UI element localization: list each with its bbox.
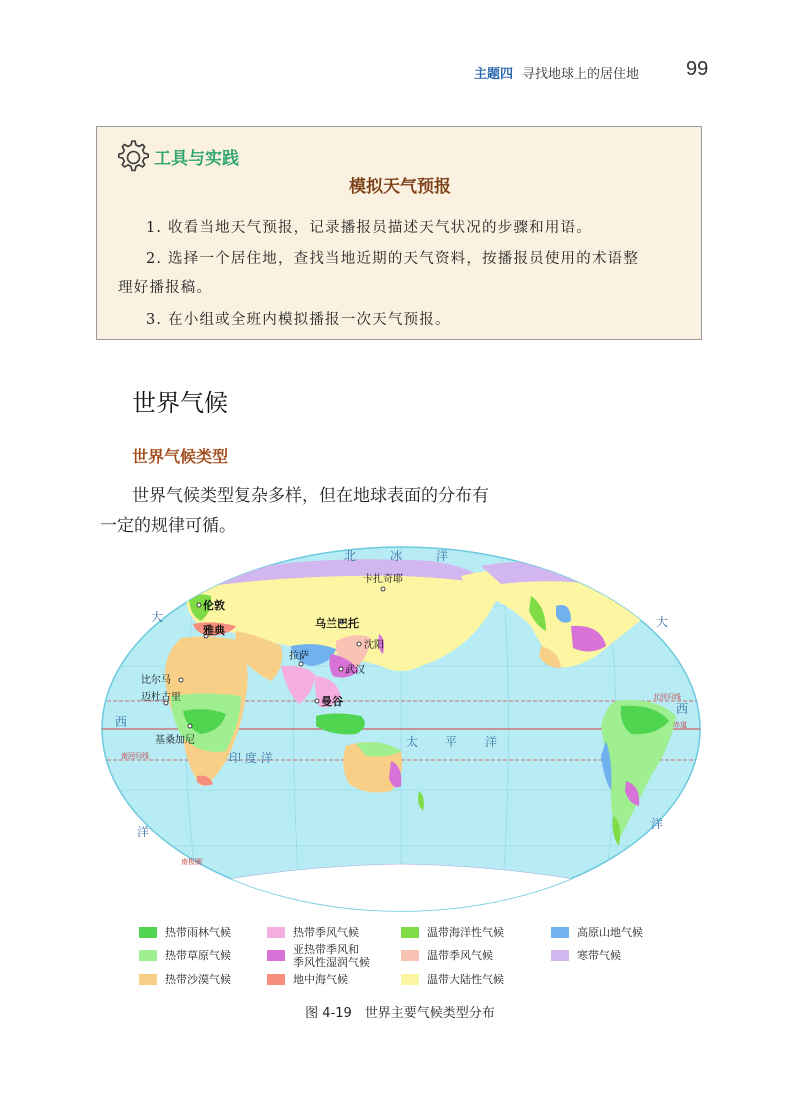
ocean-label-pacific-3: 洋 [485,735,498,749]
ocean-label-arctic-2: 冰 [390,549,403,563]
ocean-label-pacific-1: 太 [406,735,419,749]
legend-swatch-1 [267,927,285,938]
ocean-label-atlantic-e-3: 洋 [651,817,664,831]
activity-title: 模拟天气预报 [349,177,451,197]
tropic-cancer-label: 北回归线 [653,693,681,701]
city-bangkok: 曼谷 [321,695,343,708]
legend-label-3: 高原山地气候 [577,926,643,939]
ocean-label-atlantic-w-2: 西 [115,715,128,729]
activity-step-3: 3. 在小组或全班内模拟播报一次天气预报。 [146,312,451,328]
legend-label-5b: 季风性湿润气候 [293,956,370,969]
paragraph-line-1: 世界气候类型复杂多样，但在地球表面的分布有 [132,486,489,506]
legend-swatch-10 [401,974,419,985]
ocean-label-atlantic-w-1: 大 [151,610,164,624]
legend-swatch-6 [401,950,419,961]
city-kazakh: 卡扎奇耶 [363,574,403,585]
ocean-label-atlantic-e-2: 西 [676,702,689,716]
equator-label: 赤道 [673,721,687,729]
city-wuhan: 武汉 [345,665,365,676]
legend-label-5: 亚热带季风和 [293,943,359,956]
ocean-label-atlantic-e-1: 大 [656,615,669,629]
ocean-label-arctic-3: 洋 [436,549,449,563]
city-ulaanbaatar: 乌兰巴托 [315,617,359,630]
legend-label-8: 热带沙漠气候 [165,973,231,986]
legend-label-6: 温带季风气候 [427,949,493,962]
page-number: 99 [686,58,709,80]
legend-swatch-7 [551,950,569,961]
activity-step-2: 2. 选择一个居住地，查找当地近期的天气资料，按播报员使用的术语整 [146,251,640,267]
activity-step-2-cont: 理好播报稿。 [118,280,213,296]
ocean-label-indian: 印 度 洋 [229,751,273,765]
antarctic-circle-label: 南极圈 [181,858,202,866]
legend-label-10: 温带大陆性气候 [427,973,504,986]
chapter-theme: 主题四 [474,67,514,82]
legend-swatch-9 [267,974,285,985]
tropic-capricorn-label: 南回归线 [121,752,149,760]
ocean-label-arctic-1: 北 [344,549,357,563]
world-climate-map [101,546,701,912]
chapter-title: 寻找地球上的居住地 [522,67,640,82]
city-athens: 雅典 [203,624,225,637]
ocean-label-atlantic-w-3: 洋 [137,825,150,839]
legend-swatch-4 [139,950,157,961]
city-timbuktu: 迈杜古里 [141,692,181,703]
legend-label-7: 寒带气候 [577,949,621,962]
section-title: 世界气候 [132,389,228,417]
legend-swatch-5 [267,950,285,961]
city-lhasa: 拉萨 [289,651,309,662]
legend-label-1: 热带季风气候 [293,926,359,939]
legend-label-9: 地中海气候 [293,973,348,986]
legend-label-2: 温带海洋性气候 [427,926,504,939]
legend-label-4: 热带草原气候 [165,949,231,962]
ocean-label-pacific-2: 平 [445,735,458,749]
legend-swatch-3 [551,927,569,938]
subsection-title: 世界气候类型 [132,447,229,466]
city-london: 伦敦 [203,599,225,612]
figure-caption: 图 4-19 世界主要气候类型分布 [305,1006,495,1021]
legend-label-0: 热带雨林气候 [165,926,231,939]
legend-swatch-0 [139,927,157,938]
tool-practice-label: 工具与实践 [154,149,239,169]
activity-step-1: 1. 收看当地天气预报，记录播报员描述天气状况的步骤和用语。 [146,220,592,236]
city-kisangani: 基桑加尼 [155,735,195,746]
gear-icon [114,138,150,174]
city-shenyang: 沈阳 [364,640,384,651]
city-bilma: 比尔马 [141,675,171,686]
legend-swatch-2 [401,927,419,938]
legend-swatch-8 [139,974,157,985]
paragraph-line-2: 一定的规律可循。 [100,516,236,536]
